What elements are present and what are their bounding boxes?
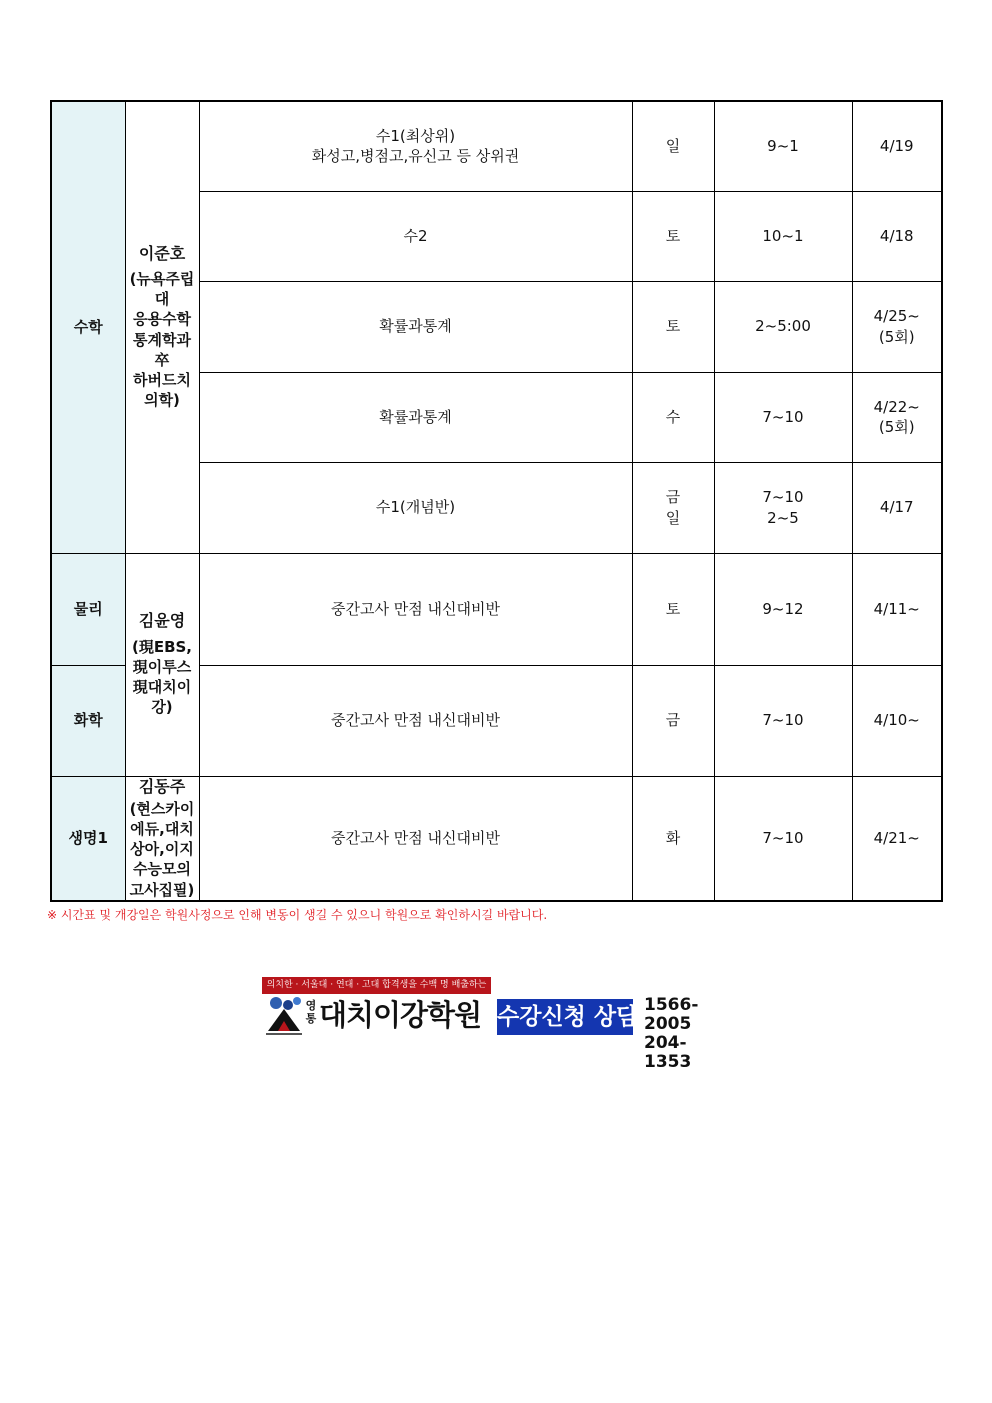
course-cell: 확률과통계	[199, 372, 632, 462]
teacher-name: 김윤영	[138, 611, 186, 631]
enroll-consult-button[interactable]: 수강신청 상담	[497, 999, 633, 1035]
time-cell: 7~10	[714, 665, 852, 776]
time-cell: 7~10	[714, 776, 852, 901]
day-cell: 토	[632, 191, 714, 281]
subject-cell: 물리	[51, 553, 125, 665]
start-date-cell: 4/22~ (5회)	[852, 372, 942, 462]
course-cell: 수2	[199, 191, 632, 281]
start-date-cell: 4/18	[852, 191, 942, 281]
subject-cell: 생명1	[51, 776, 125, 901]
teacher-bio: (현스카이 에듀,대치 상아,이지 수능모의 고사집필)	[129, 799, 195, 899]
banner-tagline: 의치한 · 서울대 · 연대 · 고대 합격생을 수백 명 배출하는	[262, 977, 491, 994]
banner-phone-numbers: 1566-2005 204-1353	[644, 995, 699, 1072]
start-date-cell: 4/21~	[852, 776, 942, 901]
teacher-name: 김동주	[138, 776, 186, 796]
start-date-cell: 4/11~	[852, 553, 942, 665]
day-cell: 금	[632, 665, 714, 776]
subject-cell: 수학	[51, 101, 125, 553]
banner-academy-name: 대치이강학원	[319, 998, 482, 1032]
teacher-cell	[125, 101, 199, 553]
time-cell: 10~1	[714, 191, 852, 281]
course-cell: 중간고사 만점 내신대비반	[199, 553, 632, 665]
start-date-cell: 4/10~	[852, 665, 942, 776]
course-cell: 수1(최상위) 화성고,병점고,유신고 등 상위권	[199, 101, 632, 191]
time-cell: 2~5:00	[714, 281, 852, 372]
table-row	[51, 553, 942, 665]
table-row	[51, 101, 942, 191]
time-cell: 9~12	[714, 553, 852, 665]
course-cell: 중간고사 만점 내신대비반	[199, 665, 632, 776]
day-cell: 수	[632, 372, 714, 462]
banner-region: 영 통	[305, 999, 317, 1025]
start-date-cell: 4/19	[852, 101, 942, 191]
day-cell: 금 일	[632, 462, 714, 553]
start-date-cell: 4/25~ (5회)	[852, 281, 942, 372]
time-cell: 9~1	[714, 101, 852, 191]
course-cell: 중간고사 만점 내신대비반	[199, 776, 632, 901]
subject-cell: 화학	[51, 665, 125, 776]
teacher-name: 이준호	[138, 243, 186, 263]
day-cell: 화	[632, 776, 714, 901]
teacher-bio: (現EBS, 現이투스 現대치이 강)	[131, 637, 193, 717]
teacher-cell	[125, 553, 199, 776]
course-cell: 수1(개념반)	[199, 462, 632, 553]
schedule-notice: ※ 시간표 및 개강일은 학원사정으로 인해 변동이 생길 수 있으니 학원으로 확인하시길 바랍니다.	[47, 908, 548, 922]
start-date-cell: 4/17	[852, 462, 942, 553]
schedule-table	[50, 100, 943, 902]
teacher-bio: (뉴욕주립 대 응용수학 통계학과 卒 하버드치 의학)	[129, 269, 195, 410]
day-cell: 토	[632, 281, 714, 372]
time-cell: 7~10 2~5	[714, 462, 852, 553]
day-cell: 일	[632, 101, 714, 191]
course-cell: 확률과통계	[199, 281, 632, 372]
teacher-cell	[125, 776, 199, 901]
day-cell: 토	[632, 553, 714, 665]
academy-banner	[262, 977, 732, 1072]
time-cell: 7~10	[714, 372, 852, 462]
academy-logo-icon	[264, 995, 304, 1037]
table-row	[51, 776, 942, 901]
